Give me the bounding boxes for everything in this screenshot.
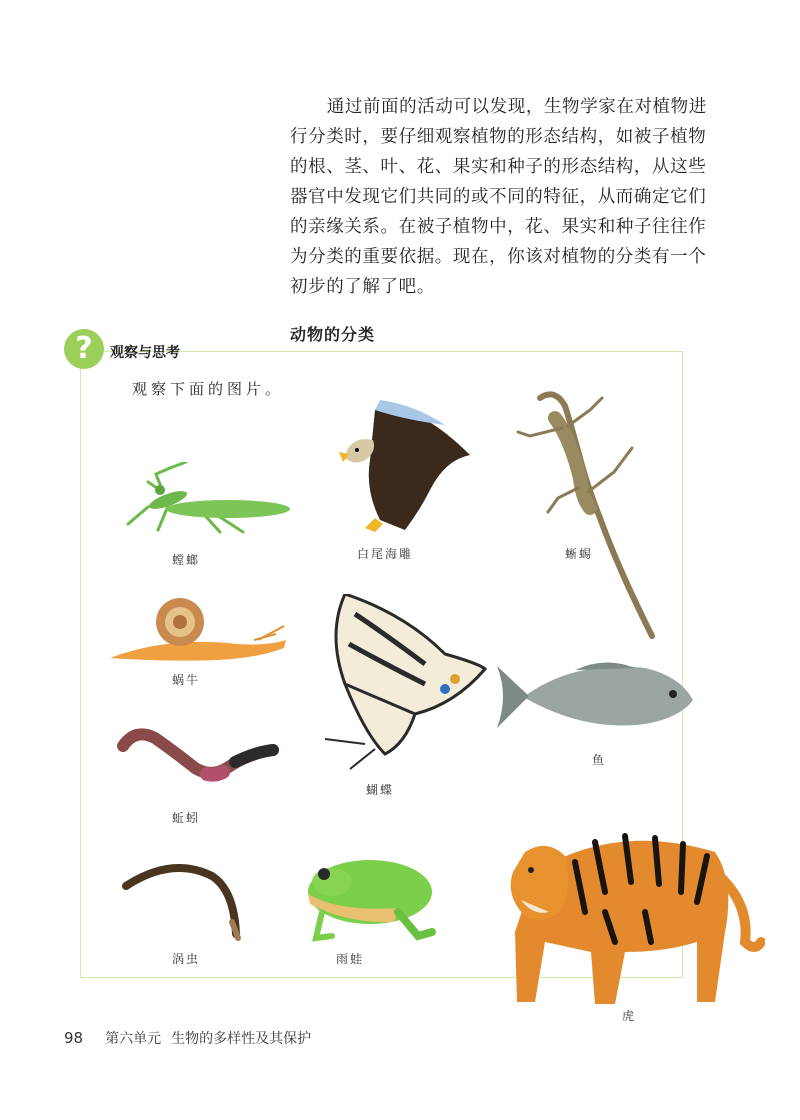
intro-line: 通过前面的活动可以发现，生物学家在对植物 (326, 97, 689, 117)
earthworm-image (115, 728, 280, 788)
page-number: 98 (64, 1029, 84, 1047)
earthworm-caption: 蚯蚓 (172, 811, 201, 825)
eagle-image (325, 400, 475, 540)
intro-line: 确定它们的亲缘关系。在被子植物中，花、果实和 (290, 187, 707, 237)
butterfly-image (305, 594, 490, 774)
tiger-image (465, 812, 765, 1012)
roundworm-image (122, 862, 244, 942)
lizard-caption: 蜥蜴 (565, 547, 594, 561)
box-instruction: 观察下面的图片。 (132, 380, 285, 398)
intro-line: 植物的根、茎、叶、花、果实和种子的形态结构， (290, 127, 707, 177)
lizard-image (510, 388, 660, 643)
mantis-image (108, 462, 298, 542)
unit-title: 生物的多样性及其保护 (171, 1031, 312, 1047)
intro-line: 的分类有一个初步的了解了吧。 (290, 247, 707, 297)
snail-image (108, 596, 288, 664)
frog-image (298, 852, 440, 944)
section-heading: 动物的分类 (290, 325, 376, 344)
roundworm-caption: 涡虫 (172, 952, 201, 966)
butterfly-caption: 蝴蝶 (366, 783, 395, 797)
page-footer (64, 1028, 311, 1048)
unit-label: 第六单元 (105, 1031, 162, 1047)
box-title-rule (190, 351, 680, 352)
box-title: 观察与思考 (110, 345, 180, 361)
question-badge-icon: ? (64, 329, 104, 369)
snail-caption: 蜗牛 (172, 673, 201, 687)
tiger-caption: 虎 (622, 1009, 637, 1023)
intro-paragraph (290, 92, 710, 302)
intro-line: 从这些器官中发现它们共同的或不同的特征，从而 (290, 157, 707, 207)
eagle-caption: 白尾海雕 (357, 547, 414, 561)
intro-line: 进行分类时，要仔细观察植物的形态结构，如被子 (290, 97, 707, 147)
mantis-caption: 螳螂 (172, 553, 201, 567)
frog-caption: 雨蛙 (336, 952, 365, 966)
fish-image (495, 658, 695, 738)
intro-line: 种子往往作为分类的重要依据。现在，你该对植物 (290, 217, 707, 267)
fish-caption: 鱼 (592, 753, 607, 767)
